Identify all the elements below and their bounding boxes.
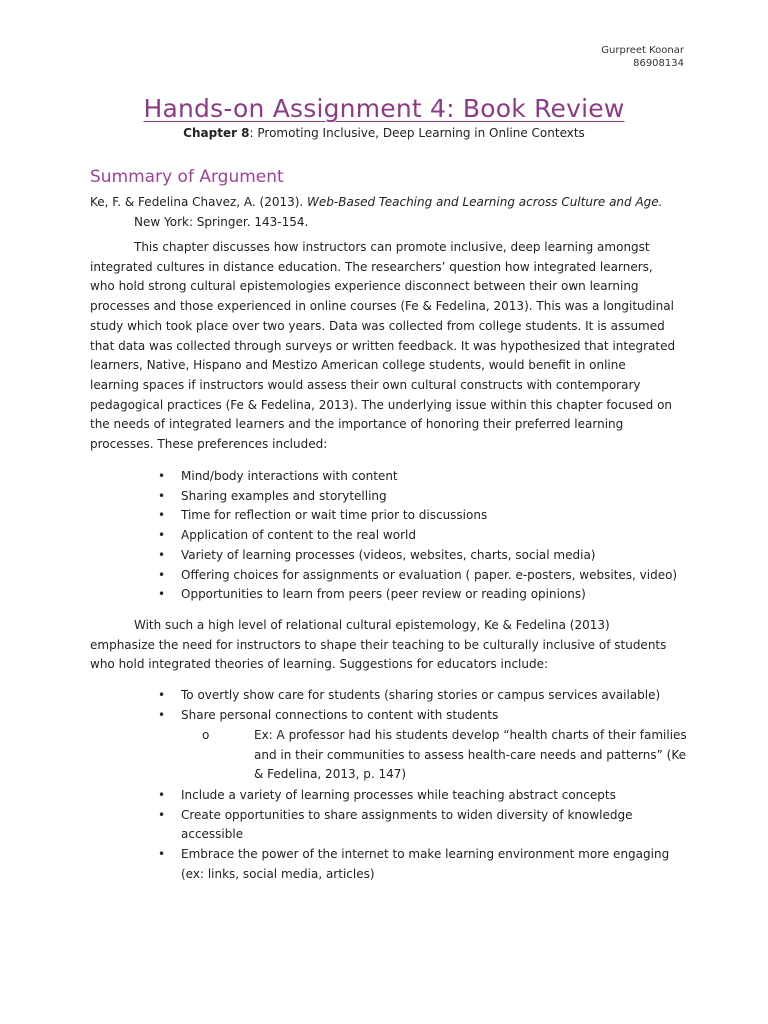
author-block — [601, 44, 684, 70]
summary-paragraph — [90, 238, 678, 455]
sub-bullet-marker: o — [202, 728, 210, 742]
student-id: 86908134 — [633, 58, 684, 69]
list-item: • To overtly show care for students (sharing stories or campus services available) — [158, 686, 688, 706]
list-item: • Application of content to the real world — [158, 526, 688, 546]
suggestions-paragraph — [90, 616, 678, 675]
citation-authors: Ke, F. & Fedelina Chavez, A. (2013). — [90, 195, 308, 209]
chapter-subtitle — [0, 126, 768, 140]
list-item: • Offering choices for assignments or evaluation ( paper. e-posters, websites, video) — [158, 566, 688, 586]
list-item: • Share personal connections to content with students — [158, 706, 688, 726]
preferences-list — [158, 467, 688, 605]
paragraph-text: With such a high level of relational cultural epistemology, Ke & Fedelina (2013) emphasize the need for instructors to shape their teaching to be culturally inclusive of students who hold integrated theories of learning. Suggestions for educators include: — [90, 618, 667, 672]
suggestions-list — [158, 686, 688, 725]
citation — [90, 192, 690, 232]
paragraph-text: This chapter discusses how instructors can promote inclusive, deep learning amongst integrated cultures in distance education. The researchers’ question how integrated learners, who hold strong cultural epistemologies experience disconnect between their own learning processes and those experienced in online courses (Fe & Fedelina, 2013). This was a longitudinal study which took place over two years. Data was collected from college students. It is assumed that data was collected through surveys or written feedback. It was hypothesized that integrated learners, Native, Hispano and Mestizo American college students, would benefit in online learning spaces if instructors would assess their own cultural constructs with contemporary pedagogical practices (Fe & Fedelina, 2013). The underlying issue within this chapter focused on the needs of integrated learners and the importance of honoring their preferred learning processes. These preferences included: — [90, 240, 676, 452]
section-heading: Summary of Argument — [90, 167, 284, 187]
list-item: • Mind/body interactions with content — [158, 467, 688, 487]
list-item: • Variety of learning processes (videos, websites, charts, social media) — [158, 546, 688, 566]
page-title: Hands-on Assignment 4: Book Review — [143, 94, 625, 123]
chapter-title: : Promoting Inclusive, Deep Learning in Online Contexts — [249, 126, 585, 140]
list-item: • Include a variety of learning processes while teaching abstract concepts — [158, 786, 688, 806]
chapter-label: Chapter 8 — [183, 126, 250, 140]
citation-book-title: Web-Based Teaching and Learning across Culture and Age. — [307, 195, 663, 209]
list-item: • Create opportunities to share assignments to widen diversity of knowledge accessible — [158, 806, 688, 845]
sub-bullet-text: Ex: A professor had his students develop “health charts of their families and in their communities to assess health-care needs and patterns” (Ke & Fedelina, 2013, p. 147) — [254, 728, 687, 782]
list-item: • Opportunities to learn from peers (peer review or reading opinions) — [158, 585, 688, 605]
list-item: • Sharing examples and storytelling — [158, 487, 688, 507]
author-name: Gurpreet Koonar — [601, 45, 684, 56]
suggestions-list-continued — [158, 786, 688, 885]
citation-publisher: New York: Springer. 143-154. — [134, 215, 309, 229]
list-item: • Time for reflection or wait time prior to discussions — [158, 506, 688, 526]
list-item: • Embrace the power of the internet to make learning environment more engaging (ex: links, social media, articles) — [158, 845, 688, 884]
